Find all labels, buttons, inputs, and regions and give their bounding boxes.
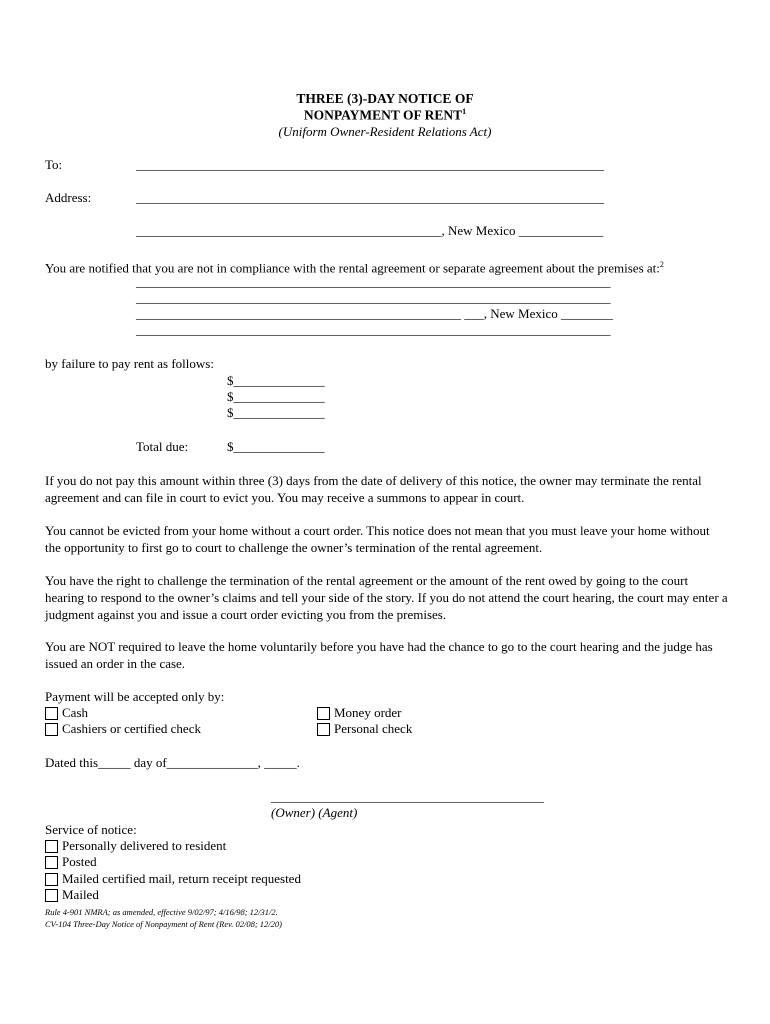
footer-rule: Rule 4-901 NMRA; as amended, effective 9/02/97; 4/16/98; 12/31/2. bbox=[45, 907, 278, 917]
address-field-2[interactable]: _______________________________________________, New Mexico _____________ bbox=[136, 223, 604, 238]
service-option-mailed[interactable] bbox=[45, 887, 99, 903]
to-field[interactable]: ________________________________________________________________________ bbox=[136, 157, 604, 172]
option-label: Personal check bbox=[334, 721, 413, 736]
premises-field-4[interactable]: _________________________________________________________________________ bbox=[136, 322, 611, 337]
title-text: NONPAYMENT OF RENT bbox=[303, 107, 463, 123]
option-label: Money order bbox=[334, 705, 402, 720]
checkbox[interactable] bbox=[45, 889, 58, 902]
paragraph-right-to-challenge: You have the right to challenge the termination of the rental agreement or the amount of the rent owed by going to the court hearing to respond to the owner’s claims and tell your side of the story. If you do not attend the court hearing, the court may enter a judgment against you and issue a court order evicting you from the premises. bbox=[45, 573, 728, 622]
service-option-certified-mail[interactable] bbox=[45, 871, 301, 887]
premises-field-1[interactable]: _________________________________________________________________________ bbox=[136, 274, 611, 289]
rent-amount-1[interactable]: $______________ bbox=[227, 373, 325, 388]
paragraph-nonpayment: If you do not pay this amount within three (3) days from the date of delivery of this notice, the owner may terminate the rental agreement and can file in court to evict you. You may receive a summons to appear in court. bbox=[45, 473, 702, 505]
title-line-1: THREE (3)-DAY NOTICE OF bbox=[296, 91, 474, 106]
checkbox[interactable] bbox=[45, 840, 58, 853]
option-label: Mailed bbox=[62, 887, 99, 902]
subtitle: (Uniform Owner-Resident Relations Act) bbox=[278, 124, 492, 139]
payment-option-cash[interactable] bbox=[45, 705, 88, 721]
service-option-personally-delivered[interactable] bbox=[45, 838, 226, 854]
signature-line[interactable]: __________________________________________ bbox=[271, 789, 544, 804]
rent-amount-3[interactable]: $______________ bbox=[227, 405, 325, 420]
payment-option-money-order[interactable] bbox=[317, 705, 402, 721]
premises-field-3[interactable]: __________________________________________________ ___, New Mexico ________ bbox=[136, 306, 614, 321]
option-label: Cashiers or certified check bbox=[62, 721, 201, 736]
address-field-1[interactable]: ________________________________________________________________________ bbox=[136, 190, 604, 205]
service-option-posted[interactable] bbox=[45, 854, 97, 870]
checkbox[interactable] bbox=[317, 707, 330, 720]
premises-field-2[interactable]: _________________________________________________________________________ bbox=[136, 290, 611, 305]
title-line-2 bbox=[0, 107, 770, 124]
dated-line[interactable]: Dated this_____ day of______________, _____. bbox=[45, 755, 300, 770]
checkbox[interactable] bbox=[45, 707, 58, 720]
paragraph-not-required: You are NOT required to leave the home voluntarily before you have had the chance to go to the court hearing and the judge has issued an order in the case. bbox=[45, 639, 713, 671]
paragraph-court-order: You cannot be evicted from your home without a court order. This notice does not mean that you must leave your home without the opportunity to first go to court to challenge the owner’s termination of the rental agreement. bbox=[45, 523, 710, 555]
option-label: Mailed certified mail, return receipt requested bbox=[62, 871, 301, 886]
total-due-label: Total due: bbox=[136, 439, 189, 454]
payment-option-personal-check[interactable] bbox=[317, 721, 412, 737]
rent-amount-2[interactable]: $______________ bbox=[227, 389, 325, 404]
footnote-marker: 1 bbox=[462, 107, 467, 116]
checkbox[interactable] bbox=[45, 856, 58, 869]
option-label: Posted bbox=[62, 854, 97, 869]
footer-form-id: CV-104 Three-Day Notice of Nonpayment of Rent (Rev. 02/08; 12/20) bbox=[45, 919, 283, 929]
option-label: Personally delivered to resident bbox=[62, 838, 227, 853]
payment-label: Payment will be accepted only by: bbox=[45, 689, 225, 704]
address-label: Address: bbox=[45, 190, 92, 205]
checkbox[interactable] bbox=[317, 723, 330, 736]
checkbox[interactable] bbox=[45, 873, 58, 886]
rent-intro: by failure to pay rent as follows: bbox=[45, 356, 214, 371]
premises-intro-text: You are notified that you are not in compliance with the rental agreement or separate agreement about the premises at: bbox=[45, 260, 660, 276]
payment-option-cashiers-check[interactable] bbox=[45, 721, 201, 737]
signature-caption: (Owner) (Agent) bbox=[271, 805, 358, 820]
to-label: To: bbox=[45, 157, 63, 172]
checkbox[interactable] bbox=[45, 723, 58, 736]
footnote-marker: 2 bbox=[659, 260, 664, 269]
total-due-amount[interactable]: $______________ bbox=[227, 439, 325, 454]
service-label: Service of notice: bbox=[45, 822, 137, 837]
option-label: Cash bbox=[62, 705, 88, 720]
